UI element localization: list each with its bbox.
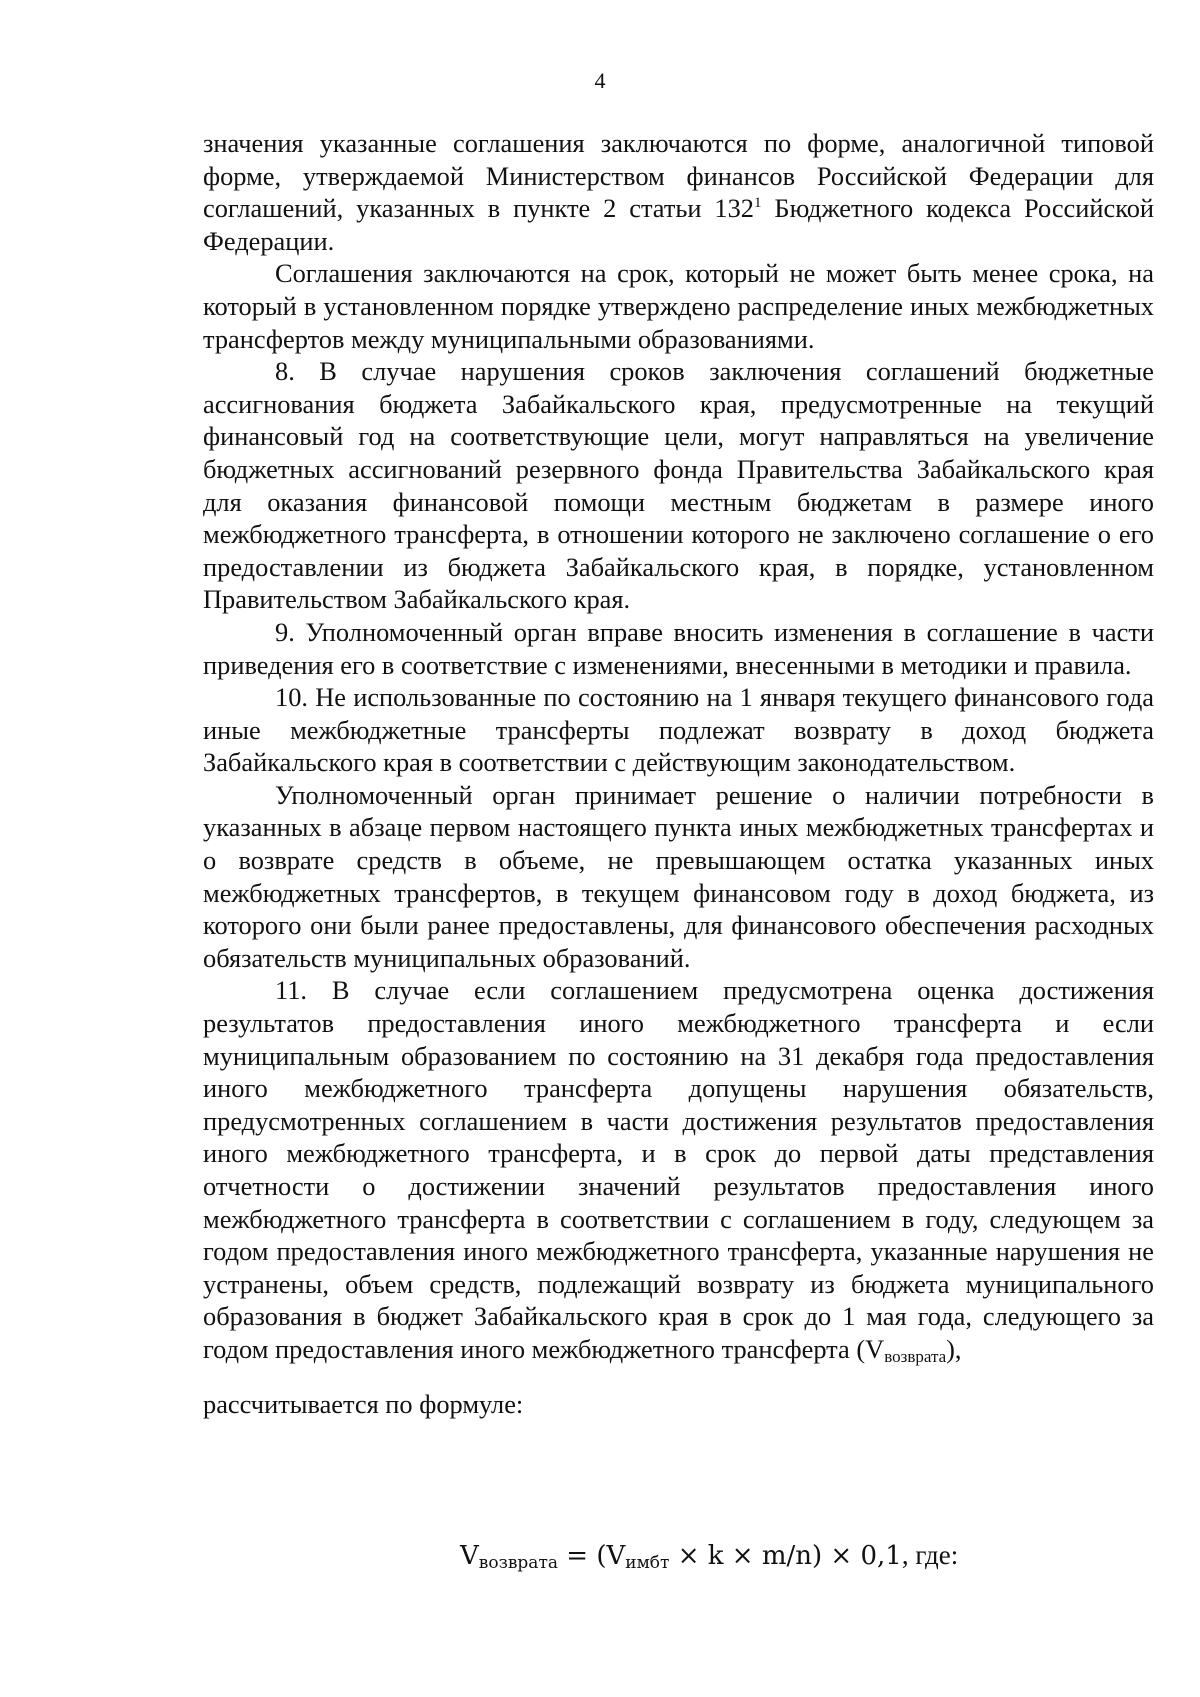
paragraph-1: значения указанные соглашения заключаются по форме, аналогичной типовой форме, утверждаемой Министерством финансов Российской Федерации для соглашений, указанных в пункте 2 статьи $132^1$ Бюджетного кодекса Российской Федерации. bbox=[203, 128, 1155, 256]
return-formula: $V_{возврата} = (V_{имбт} \times k \times m/n) \times 0,1$, где: bbox=[460, 1540, 959, 1573]
document-body bbox=[203, 127, 1154, 1420]
formula-intro: рассчитывается по формуле: bbox=[203, 1388, 524, 1419]
paragraph-2: Соглашения заключаются на срок, который не может быть менее срока, на который в установленном порядке утверждено распределение иных межбюджетных трансфертов между муниципальными образованиями. bbox=[203, 258, 1154, 354]
paragraph-item-10: 10. Не использованные по состоянию на 1 января текущего финансового года иные межбюджетные трансферты подлежат возврату в доход бюджета Забайкальского края в соответствии с действующим законодательством. bbox=[203, 682, 1154, 778]
paragraph-item-8: 8. В случае нарушения сроков заключения соглашений бюджетные ассигнования бюджета Забайкальского края, предусмотренные на текущий финансовый год на соответствующие цели, могут направляться на увеличение бюджетных ассигнований резервного фонда Правительства Забайкальского края для оказания финансовой помощи местным бюджетам в размере иного межбюджетного трансферта, в отношении которого не заключено соглашение о его предоставлении из бюджета Забайкальского края, в порядке, установленном Правительством Забайкальского края. bbox=[203, 356, 1154, 615]
paragraph-item-10-continued: Уполномоченный орган принимает решение о наличии потребности в указанных в абзаце первом настоящего пункта иных межбюджетных трансфертах и о возврате средств в объеме, не превышающем остатка указанных иных межбюджетных трансфертов, в текущем финансовом году в доход бюджета, из которого они были ранее предоставлены, для финансового обеспечения расходных обязательств муниципальных образований. bbox=[203, 779, 1154, 973]
page-number: 4 bbox=[594, 68, 606, 93]
paragraph-item-9: 9. Уполномоченный орган вправе вносить изменения в соглашение в части приведения его в соответствие с изменениями, внесенными в методики и правила. bbox=[203, 616, 1154, 680]
paragraph-item-11: 11. В случае если соглашением предусмотрена оценка достижения результатов предоставления иного межбюджетного трансферта и если муниципальным образованием по состоянию на 31 декабря года предоставления иного межбюджетного трансферта допущены нарушения обязательств, предусмотренных соглашением в части достижения результатов предоставления иного межбюджетного трансферта, и в срок до первой даты представления отчетности о достижении значений результатов предоставления иного межбюджетного трансферта в соответствии с соглашением в году, следующем за годом предоставления иного межбюджетного трансферта, указанные нарушения не устранены, объем средств, подлежащий возврату из бюджета муниципального образования в бюджет Забайкальского края в срок до 1 мая года, следующего за годом предоставления иного межбюджетного трансферта $(V_{возврата})$, bbox=[203, 975, 1154, 1366]
